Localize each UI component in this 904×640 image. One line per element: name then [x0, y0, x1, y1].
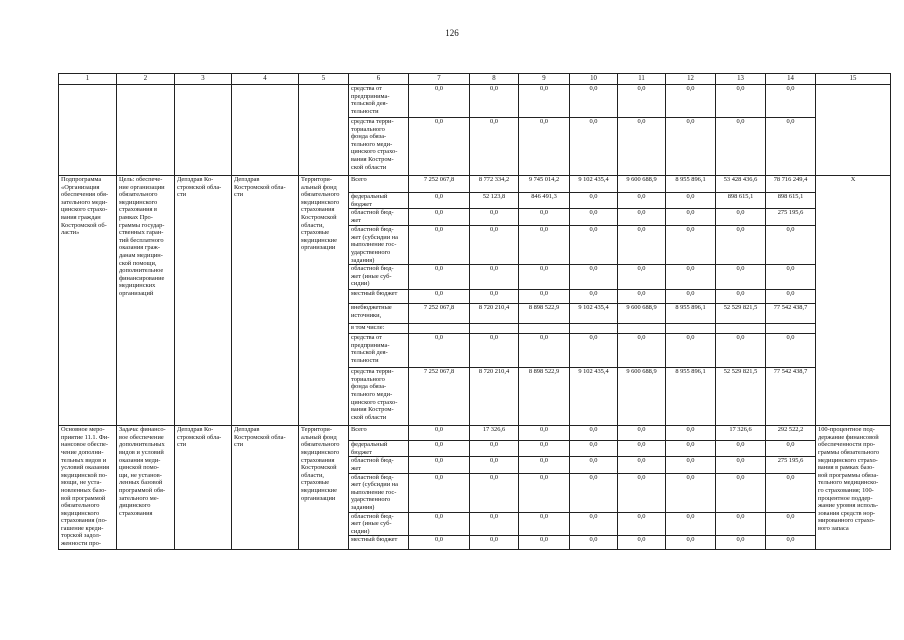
amount-cell: 0,0: [666, 265, 716, 290]
column-number-cell: 8: [470, 74, 519, 85]
amount-cell: 7 252 067,8: [409, 304, 470, 324]
funding-source-cell: областной бюд- жет (субсидии на выполнение гос- ударственного задания): [349, 226, 409, 265]
amount-cell: 0,0: [766, 265, 816, 290]
column-number-cell: 10: [570, 74, 618, 85]
amount-cell: 0,0: [470, 457, 519, 473]
amount-cell: 0,0: [570, 334, 618, 368]
amount-cell: 275 195,6: [766, 457, 816, 473]
amount-cell: 0,0: [470, 226, 519, 265]
empty-cell: [816, 85, 891, 176]
empty-cell: [175, 85, 232, 176]
amount-cell: 0,0: [618, 457, 666, 473]
indicator-cell: 100-процентное под- держание финансовой обеспеченности про- граммы обязательного медицинского страхо- вания в рамках базо- вой программы обяза- тельного медицинско- го страхования; 100- процентное поддер- жание уровня исполь- зования средств нор- мированного страхо- вого запаса: [816, 426, 891, 550]
amount-cell: 0,0: [666, 290, 716, 304]
participant-cell: Территори- альный фонд обязательного медицинского страхования Костромской области, страховые медицинские организации: [299, 426, 349, 550]
amount-cell: 0,0: [519, 426, 570, 441]
amount-cell: 0,0: [409, 265, 470, 290]
amount-cell: 0,0: [766, 441, 816, 457]
column-number-cell: 11: [618, 74, 666, 85]
amount-cell: 52 123,8: [470, 193, 519, 209]
amount-cell: 7 252 067,8: [409, 176, 470, 193]
amount-cell: 0,0: [519, 536, 570, 550]
column-number-cell: 6: [349, 74, 409, 85]
amount-cell: 0,0: [519, 209, 570, 226]
amount-cell: 8 955 896,1: [666, 176, 716, 193]
amount-cell: 0,0: [519, 457, 570, 473]
amount-cell: 0,0: [470, 473, 519, 512]
amount-cell: 898 615,1: [716, 193, 766, 209]
amount-cell: 0,0: [618, 226, 666, 265]
amount-cell: 0,0: [409, 426, 470, 441]
amount-cell: 0,0: [766, 85, 816, 118]
funding-source-cell: средства от предпринима- тельской дея- тельности: [349, 334, 409, 368]
funding-source-cell: средства терри- ториального фонда обяза- тельного меди- цинского страхо- вания Костром- ской области: [349, 118, 409, 176]
amount-cell: 0,0: [618, 265, 666, 290]
amount-cell: 0,0: [409, 118, 470, 176]
amount-cell: 0,0: [716, 209, 766, 226]
amount-cell: 52 529 821,5: [716, 304, 766, 324]
amount-cell: 0,0: [409, 536, 470, 550]
amount-cell: 0,0: [716, 334, 766, 368]
amount-cell: 0,0: [666, 441, 716, 457]
amount-cell: 0,0: [716, 265, 766, 290]
amount-cell: 0,0: [519, 473, 570, 512]
amount-cell: 0,0: [409, 441, 470, 457]
amount-cell: 8 898 522,9: [519, 304, 570, 324]
amount-cell: 0,0: [409, 473, 470, 512]
amount-cell: 8 720 210,4: [470, 304, 519, 324]
column-number-cell: 15: [816, 74, 891, 85]
amount-cell: 0,0: [470, 512, 519, 536]
funding-source-cell: местный бюджет: [349, 536, 409, 550]
amount-cell: 0,0: [409, 226, 470, 265]
column-number-cell: 5: [299, 74, 349, 85]
measure-name-cell: Подпрограмма «Организация обеспечения обя- зательного меди- цинского страхо- вания граждан Костромской об- ласти»: [59, 176, 117, 426]
amount-cell: 52 529 821,5: [716, 368, 766, 426]
amount-cell: [666, 324, 716, 334]
indicator-cell: X: [816, 176, 891, 426]
column-number-cell: 9: [519, 74, 570, 85]
amount-cell: 0,0: [666, 334, 716, 368]
amount-cell: 0,0: [409, 457, 470, 473]
amount-cell: 0,0: [519, 290, 570, 304]
amount-cell: 0,0: [570, 265, 618, 290]
column-number-cell: 3: [175, 74, 232, 85]
funding-source-cell: в том числе:: [349, 324, 409, 334]
amount-cell: 0,0: [519, 118, 570, 176]
column-number-cell: 7: [409, 74, 470, 85]
amount-cell: 0,0: [716, 290, 766, 304]
amount-cell: 0,0: [470, 536, 519, 550]
amount-cell: 0,0: [666, 457, 716, 473]
amount-cell: 0,0: [519, 441, 570, 457]
column-number-cell: 14: [766, 74, 816, 85]
amount-cell: 0,0: [666, 473, 716, 512]
amount-cell: 0,0: [666, 512, 716, 536]
amount-cell: 8 955 896,1: [666, 368, 716, 426]
amount-cell: 53 428 436,6: [716, 176, 766, 193]
table-row: [59, 85, 891, 118]
amount-cell: 8 720 210,4: [470, 368, 519, 426]
amount-cell: 0,0: [766, 473, 816, 512]
goal-cell: Цель: обеспече- ние организации обязательного медицинского страхования в рамках Про- граммы государ- ственных гаран- тий бесплатного оказания граж- данам медицин- ской помощи, дополнительное финансирование медицинских организаций: [117, 176, 175, 426]
amount-cell: 0,0: [570, 512, 618, 536]
amount-cell: 0,0: [470, 118, 519, 176]
amount-cell: 0,0: [470, 334, 519, 368]
funding-source-cell: Всего: [349, 426, 409, 441]
amount-cell: [519, 324, 570, 334]
amount-cell: 0,0: [570, 193, 618, 209]
goal-cell: Задача: финансо- вое обеспечение дополнительных видов и условий оказания меди- цинской помо- щи, не установ- ленных базовой программой обя- зательного ме- дицинского страхования: [117, 426, 175, 550]
amount-cell: 0,0: [618, 441, 666, 457]
amount-cell: 0,0: [766, 118, 816, 176]
amount-cell: 0,0: [618, 473, 666, 512]
funding-source-cell: местный бюджет: [349, 290, 409, 304]
amount-cell: 9 600 688,9: [618, 368, 666, 426]
empty-cell: [232, 85, 299, 176]
empty-cell: [117, 85, 175, 176]
amount-cell: 0,0: [618, 290, 666, 304]
budget-table: [58, 73, 891, 550]
funding-source-cell: областной бюд- жет (субсидии на выполнение гос- ударственного задания): [349, 473, 409, 512]
amount-cell: 0,0: [570, 473, 618, 512]
amount-cell: 0,0: [716, 85, 766, 118]
amount-cell: 78 716 249,4: [766, 176, 816, 193]
amount-cell: 0,0: [666, 536, 716, 550]
amount-cell: 0,0: [409, 85, 470, 118]
column-number-cell: 2: [117, 74, 175, 85]
amount-cell: 0,0: [666, 85, 716, 118]
funding-source-cell: областной бюд- жет (иные суб- сидии): [349, 265, 409, 290]
amount-cell: 0,0: [470, 265, 519, 290]
amount-cell: 0,0: [570, 85, 618, 118]
amount-cell: 0,0: [618, 426, 666, 441]
amount-cell: 0,0: [766, 512, 816, 536]
amount-cell: [618, 324, 666, 334]
amount-cell: 0,0: [409, 290, 470, 304]
amount-cell: 9 600 688,9: [618, 304, 666, 324]
amount-cell: 0,0: [519, 334, 570, 368]
amount-cell: 0,0: [570, 209, 618, 226]
amount-cell: 0,0: [666, 209, 716, 226]
empty-cell: [59, 85, 117, 176]
amount-cell: 0,0: [618, 193, 666, 209]
amount-cell: 0,0: [618, 536, 666, 550]
amount-cell: 0,0: [766, 290, 816, 304]
amount-cell: 0,0: [570, 441, 618, 457]
amount-cell: 0,0: [570, 226, 618, 265]
amount-cell: 9 600 688,9: [618, 176, 666, 193]
column-number-cell: 1: [59, 74, 117, 85]
amount-cell: 8 955 896,1: [666, 304, 716, 324]
page-number: 126: [445, 28, 459, 38]
amount-cell: 275 195,6: [766, 209, 816, 226]
amount-cell: 9 745 014,2: [519, 176, 570, 193]
amount-cell: 0,0: [470, 290, 519, 304]
amount-cell: 17 326,6: [470, 426, 519, 441]
amount-cell: 0,0: [766, 536, 816, 550]
amount-cell: 77 542 438,7: [766, 368, 816, 426]
amount-cell: 0,0: [716, 536, 766, 550]
funding-source-cell: федеральный бюджет: [349, 193, 409, 209]
funding-source-cell: Всего: [349, 176, 409, 193]
funding-source-cell: областной бюд- жет: [349, 209, 409, 226]
amount-cell: 898 615,1: [766, 193, 816, 209]
amount-cell: 9 102 435,4: [570, 304, 618, 324]
amount-cell: 0,0: [519, 512, 570, 536]
funding-source-cell: областной бюд- жет: [349, 457, 409, 473]
funding-source-cell: средства от предпринима- тельской дея- тельности: [349, 85, 409, 118]
amount-cell: 8 772 334,2: [470, 176, 519, 193]
column-number-cell: 4: [232, 74, 299, 85]
amount-cell: 0,0: [470, 85, 519, 118]
amount-cell: 0,0: [570, 536, 618, 550]
amount-cell: 0,0: [409, 334, 470, 368]
amount-cell: 0,0: [470, 441, 519, 457]
amount-cell: 0,0: [570, 457, 618, 473]
responsible-cell: Депздрав Ко- стромской обла- сти: [175, 426, 232, 550]
funding-source-cell: областной бюд- жет (иные суб- сидии): [349, 512, 409, 536]
amount-cell: 77 542 438,7: [766, 304, 816, 324]
measure-name-cell: Основное меро- приятие 11.1. Фи- нансовое обеспе- чение дополни- тельных видов и условий оказания медицинской по- мощи, не уста- новленных базо- вой программой обязательного медицинского страхования (по- гашение креди- торской задол- женности про-: [59, 426, 117, 550]
amount-cell: 0,0: [409, 193, 470, 209]
funding-source-cell: средства терри- ториального фонда обяза- тельного меди- цинского страхо- вания Костром- ской области: [349, 368, 409, 426]
amount-cell: 0,0: [618, 118, 666, 176]
amount-cell: 0,0: [570, 290, 618, 304]
amount-cell: 0,0: [570, 118, 618, 176]
amount-cell: 0,0: [716, 473, 766, 512]
funding-source-cell: внебюджетные источники,: [349, 304, 409, 324]
coexecutor-cell: Депздрав Костромской обла- сти: [232, 176, 299, 426]
amount-cell: 0,0: [666, 118, 716, 176]
amount-cell: 0,0: [570, 426, 618, 441]
amount-cell: [409, 324, 470, 334]
amount-cell: 8 898 522,9: [519, 368, 570, 426]
amount-cell: 0,0: [409, 512, 470, 536]
amount-cell: 0,0: [766, 334, 816, 368]
amount-cell: 7 252 067,8: [409, 368, 470, 426]
amount-cell: 0,0: [519, 265, 570, 290]
amount-cell: [570, 324, 618, 334]
amount-cell: 9 102 435,4: [570, 368, 618, 426]
amount-cell: 0,0: [716, 118, 766, 176]
amount-cell: 0,0: [618, 209, 666, 226]
amount-cell: 0,0: [666, 426, 716, 441]
amount-cell: 0,0: [666, 193, 716, 209]
column-number-row: [59, 74, 891, 85]
coexecutor-cell: Депздрав Костромской обла- сти: [232, 426, 299, 550]
amount-cell: 0,0: [716, 441, 766, 457]
amount-cell: 0,0: [519, 85, 570, 118]
amount-cell: 0,0: [470, 209, 519, 226]
empty-cell: [299, 85, 349, 176]
table-row: [59, 176, 891, 193]
responsible-cell: Депздрав Ко- стромской обла- сти: [175, 176, 232, 426]
amount-cell: [716, 324, 766, 334]
amount-cell: 0,0: [618, 85, 666, 118]
amount-cell: 0,0: [666, 226, 716, 265]
amount-cell: 292 522,2: [766, 426, 816, 441]
participant-cell: Территори- альный фонд обязательного медицинского страхования Костромской области, страховые медицинские организации: [299, 176, 349, 426]
column-number-cell: 12: [666, 74, 716, 85]
amount-cell: 0,0: [716, 226, 766, 265]
amount-cell: 0,0: [618, 512, 666, 536]
amount-cell: [470, 324, 519, 334]
amount-cell: 0,0: [618, 334, 666, 368]
funding-source-cell: федеральный бюджет: [349, 441, 409, 457]
amount-cell: [766, 324, 816, 334]
column-number-cell: 13: [716, 74, 766, 85]
amount-cell: 17 326,6: [716, 426, 766, 441]
amount-cell: 846 491,3: [519, 193, 570, 209]
amount-cell: 0,0: [409, 209, 470, 226]
amount-cell: 0,0: [766, 226, 816, 265]
amount-cell: 0,0: [716, 512, 766, 536]
amount-cell: 0,0: [716, 457, 766, 473]
table-row: [59, 426, 891, 441]
amount-cell: 0,0: [519, 226, 570, 265]
amount-cell: 9 102 435,4: [570, 176, 618, 193]
